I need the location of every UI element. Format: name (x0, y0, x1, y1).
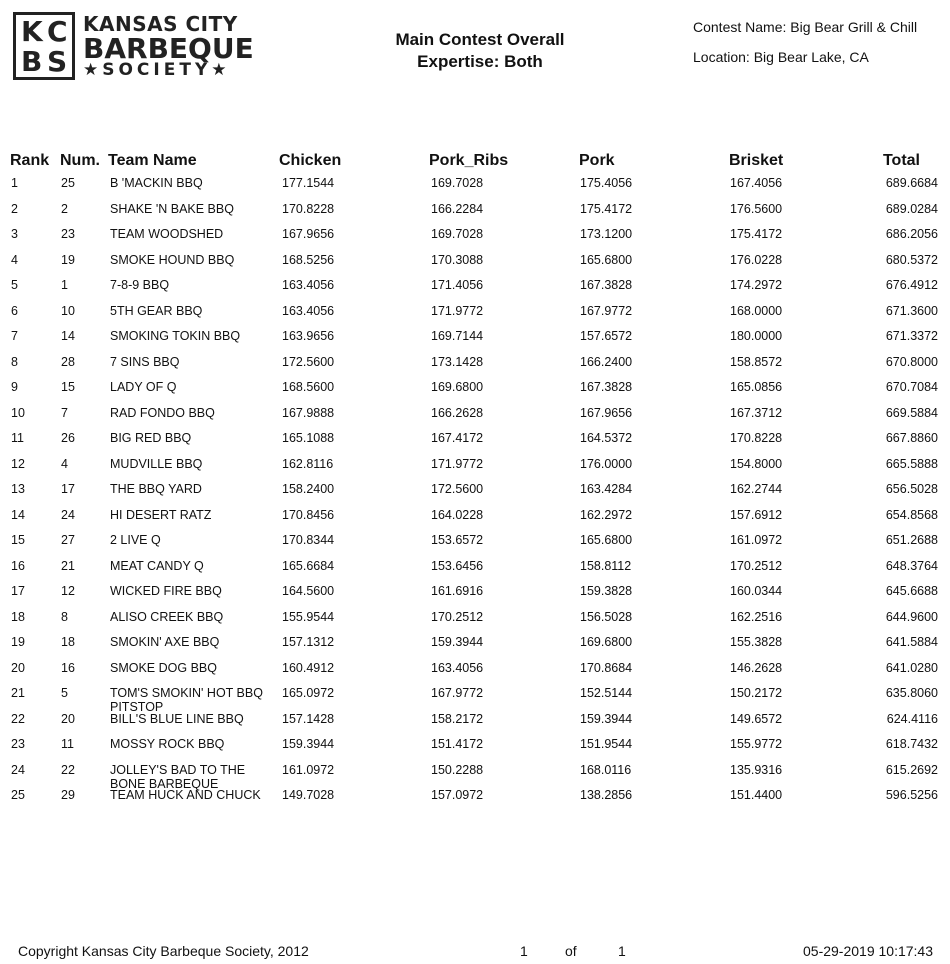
cell-team-name: TEAM HUCK AND CHUCK (110, 788, 261, 802)
cell-brisket: 154.8000 (730, 456, 783, 471)
cell-total: 665.5888 (885, 456, 938, 471)
cell-chicken: 163.9656 (282, 329, 335, 343)
cell-brisket: 162.2516 (730, 609, 783, 624)
cell-total: 676.4912 (885, 278, 938, 292)
cell-brisket: 161.0972 (730, 533, 783, 547)
cell-total: 671.3600 (885, 303, 938, 318)
cell-total: 615.2692 (885, 762, 938, 777)
cell-pork: 169.6800 (580, 635, 633, 649)
cell-chicken: 177.1544 (282, 176, 335, 190)
cell-pork-ribs: 167.4172 (431, 431, 484, 445)
cell-total: 635.8060 (885, 686, 938, 700)
cell-total: 671.3372 (885, 329, 938, 343)
cell-total: 656.5028 (885, 482, 938, 496)
cell-brisket: 162.2744 (730, 482, 783, 496)
table-row (0, 737, 950, 762)
cell-chicken: 163.4056 (282, 303, 335, 318)
cell-total: 644.9600 (885, 609, 938, 624)
table-row (0, 584, 950, 609)
cell-pork-ribs: 169.7028 (431, 227, 484, 241)
cell-chicken: 155.9544 (282, 609, 335, 624)
cell-pork-ribs: 163.4056 (431, 660, 484, 675)
cell-brisket: 146.2628 (730, 660, 783, 675)
cell-pork-ribs: 170.2512 (431, 609, 484, 624)
cell-team-name: 2 LIVE Q (110, 533, 161, 547)
cell-total: 651.2688 (885, 533, 938, 547)
table-row (0, 253, 950, 278)
cell-pork: 164.5372 (580, 431, 633, 445)
cell-num: 17 (61, 482, 75, 496)
cell-num: 29 (61, 788, 75, 802)
cell-num: 7 (61, 405, 68, 420)
contest-name: Contest Name: Big Bear Grill & Chill (693, 19, 918, 35)
cell-pork: 162.2972 (580, 507, 633, 522)
cell-chicken: 170.8456 (282, 507, 335, 522)
cell-pork: 166.2400 (580, 354, 633, 369)
logo-letter-k: K (21, 15, 43, 48)
cell-pork: 159.3944 (580, 711, 633, 726)
cell-rank: 6 (11, 303, 18, 318)
cell-num: 26 (61, 431, 75, 445)
cell-rank: 15 (11, 533, 25, 547)
cell-rank: 9 (11, 380, 18, 394)
cell-pork-ribs: 171.9772 (431, 456, 484, 471)
cell-rank: 2 (11, 201, 18, 216)
report-title (360, 29, 600, 73)
cell-brisket: 155.9772 (730, 737, 783, 751)
kcbs-logo-mark (13, 12, 75, 80)
table-row (0, 788, 950, 813)
logo-letter-c: C (47, 15, 68, 48)
cell-num: 19 (61, 252, 75, 267)
cell-brisket: 168.0000 (730, 303, 783, 318)
cell-num: 10 (61, 303, 75, 318)
table-row (0, 227, 950, 252)
cell-num: 5 (61, 686, 68, 700)
cell-pork: 165.6800 (580, 252, 633, 267)
cell-rank: 18 (11, 609, 25, 624)
cell-pork-ribs: 169.7144 (431, 329, 484, 343)
table-row (0, 712, 950, 737)
cell-chicken: 158.2400 (282, 482, 335, 496)
logo-line-kansas-city: KANSAS CITY (83, 12, 238, 36)
cell-rank: 21 (11, 686, 25, 700)
cell-team-name: 5TH GEAR BBQ (110, 303, 203, 318)
cell-team-name: SHAKE 'N BAKE BBQ (110, 201, 234, 216)
header-brisket: Brisket (729, 152, 784, 169)
cell-pork-ribs: 166.2628 (431, 405, 484, 420)
cell-brisket: 165.0856 (730, 380, 783, 394)
cell-brisket: 175.4172 (730, 227, 783, 241)
cell-brisket: 167.3712 (730, 405, 783, 420)
cell-team-name: BIG RED BBQ (110, 431, 192, 445)
cell-team-name: TOM'S SMOKIN' HOT BBQ PITSTOP (110, 686, 263, 714)
cell-num: 4 (61, 456, 68, 471)
cell-team-name: 7-8-9 BBQ (110, 278, 170, 292)
cell-total: 641.0280 (885, 660, 938, 675)
cell-num: 16 (61, 660, 75, 675)
cell-team-name: SMOKE DOG BBQ (110, 660, 217, 675)
cell-pork-ribs: 172.5600 (431, 482, 484, 496)
report-title-main: Main Contest Overall (395, 30, 565, 49)
cell-pork-ribs: 153.6456 (431, 558, 484, 573)
cell-pork-ribs: 158.2172 (431, 711, 484, 726)
cell-total: 624.4116 (886, 711, 938, 726)
cell-pork: 163.4284 (580, 482, 633, 496)
cell-team-name: JOLLEY'S BAD TO THE BONE BARBEQUE (110, 762, 246, 791)
cell-pork-ribs: 169.7028 (431, 176, 484, 190)
cell-pork: 167.9772 (580, 303, 633, 318)
cell-total: 618.7432 (885, 737, 938, 751)
logo-letter-s: S (47, 45, 68, 78)
cell-rank: 8 (11, 354, 18, 369)
cell-pork: 176.0000 (580, 456, 633, 471)
cell-pork-ribs: 150.2288 (431, 762, 484, 777)
table-row (0, 329, 950, 354)
cell-team-name: 7 SINS BBQ (110, 354, 180, 369)
table-row (0, 304, 950, 329)
cell-team-name: SMOKIN' AXE BBQ (110, 635, 220, 649)
cell-brisket: 135.9316 (730, 762, 783, 777)
table-row (0, 635, 950, 660)
table-row (0, 686, 950, 714)
cell-num: 12 (61, 584, 75, 598)
table-row (0, 482, 950, 507)
cell-total: 596.5256 (885, 788, 938, 802)
table-row (0, 610, 950, 635)
footer-timestamp: 05-29-2019 10:17:43 (803, 943, 933, 959)
cell-chicken: 160.4912 (282, 660, 335, 675)
cell-chicken: 172.5600 (282, 354, 335, 369)
cell-brisket: 151.4400 (730, 788, 783, 802)
table-row (0, 559, 950, 584)
cell-pork-ribs: 169.6800 (431, 380, 484, 394)
cell-rank: 16 (11, 558, 25, 573)
cell-rank: 22 (11, 711, 25, 726)
cell-pork: 138.2856 (580, 788, 633, 802)
cell-rank: 10 (11, 405, 25, 420)
cell-team-name: SMOKING TOKIN BBQ (110, 329, 241, 343)
footer-copyright: Copyright Kansas City Barbeque Society, 2012 (18, 943, 309, 959)
cell-team-name: BILL'S BLUE LINE BBQ (110, 711, 244, 726)
cell-pork: 168.0116 (580, 762, 632, 777)
cell-total: 670.8000 (885, 354, 938, 369)
kcbs-logo (13, 12, 275, 82)
cell-chicken: 162.8116 (282, 456, 334, 471)
cell-brisket: 170.2512 (730, 558, 783, 573)
footer-page-total: 1 (618, 943, 626, 959)
cell-rank: 24 (11, 762, 25, 777)
cell-rank: 5 (11, 278, 18, 292)
cell-brisket: 176.5600 (730, 201, 783, 216)
table-row (0, 355, 950, 380)
header-pork: Pork (579, 152, 615, 169)
table-row (0, 457, 950, 482)
cell-chicken: 165.6684 (282, 558, 335, 573)
cell-pork: 157.6572 (580, 329, 633, 343)
cell-brisket: 176.0228 (730, 252, 783, 267)
cell-rank: 7 (11, 329, 18, 343)
contest-info (693, 12, 917, 72)
table-row (0, 176, 950, 201)
cell-chicken: 165.1088 (282, 431, 335, 445)
cell-rank: 23 (11, 737, 25, 751)
cell-team-name: SMOKE HOUND BBQ (110, 252, 235, 267)
cell-brisket: 170.8228 (730, 431, 783, 445)
cell-num: 24 (61, 507, 75, 522)
cell-num: 22 (61, 762, 75, 777)
cell-total: 667.8860 (885, 431, 938, 445)
cell-pork-ribs: 151.4172 (431, 737, 484, 751)
cell-num: 27 (61, 533, 75, 547)
cell-brisket: 158.8572 (730, 354, 783, 369)
cell-pork: 170.8684 (580, 660, 633, 675)
cell-chicken: 161.0972 (282, 762, 335, 777)
cell-rank: 19 (11, 635, 25, 649)
cell-num: 2 (61, 201, 68, 216)
cell-num: 23 (61, 227, 75, 241)
cell-brisket: 180.0000 (730, 329, 783, 343)
footer-page-current: 1 (520, 943, 528, 959)
cell-rank: 13 (11, 482, 25, 496)
cell-chicken: 167.9656 (282, 227, 335, 241)
header-team-name: Team Name (108, 152, 197, 169)
cell-chicken: 168.5256 (282, 252, 335, 267)
logo-line-barbeque: BARBEQUE (83, 32, 254, 65)
table-row (0, 202, 950, 227)
table-row (0, 380, 950, 405)
cell-num: 15 (61, 380, 75, 394)
cell-team-name: MUDVILLE BBQ (110, 456, 203, 471)
logo-line-society: ★SOCIETY★ (83, 60, 231, 80)
table-row (0, 661, 950, 686)
cell-brisket: 174.2972 (730, 278, 783, 292)
cell-chicken: 157.1428 (282, 711, 335, 726)
cell-chicken: 164.5600 (282, 584, 335, 598)
cell-pork: 175.4172 (580, 201, 633, 216)
cell-num: 20 (61, 711, 75, 726)
cell-num: 1 (61, 278, 68, 292)
table-row (0, 431, 950, 456)
cell-pork: 167.3828 (580, 380, 633, 394)
cell-pork-ribs: 167.9772 (431, 686, 484, 700)
cell-rank: 1 (11, 176, 18, 190)
header-pork-ribs: Pork_Ribs (429, 152, 509, 169)
table-row (0, 508, 950, 533)
cell-team-name: MOSSY ROCK BBQ (110, 737, 225, 751)
cell-team-name: THE BBQ YARD (110, 482, 202, 496)
cell-total: 641.5884 (885, 635, 938, 649)
table-row (0, 278, 950, 303)
table-row (0, 533, 950, 558)
cell-pork-ribs: 153.6572 (431, 533, 484, 547)
cell-pork: 152.5144 (580, 686, 633, 700)
cell-pork: 159.3828 (580, 584, 633, 598)
header-chicken: Chicken (279, 152, 342, 169)
cell-pork: 165.6800 (580, 533, 633, 547)
cell-rank: 25 (11, 788, 25, 802)
cell-brisket: 149.6572 (730, 711, 783, 726)
cell-rank: 20 (11, 660, 25, 675)
contest-location: Location: Big Bear Lake, CA (693, 49, 869, 65)
report-title-expertise: Expertise: Both (417, 52, 543, 71)
cell-pork-ribs: 157.0972 (431, 788, 484, 802)
cell-pork: 173.1200 (580, 227, 633, 241)
cell-team-name: MEAT CANDY Q (110, 558, 204, 573)
cell-rank: 14 (11, 507, 25, 522)
cell-num: 18 (61, 635, 75, 649)
cell-num: 8 (61, 609, 68, 624)
cell-total: 648.3764 (885, 558, 938, 573)
cell-team-name: HI DESERT RATZ (110, 507, 212, 522)
cell-rank: 12 (11, 456, 25, 471)
footer-page-of: of (565, 943, 577, 959)
cell-team-name: B 'MACKIN BBQ (110, 176, 203, 190)
cell-total: 680.5372 (885, 252, 938, 267)
cell-team-name: WICKED FIRE BBQ (110, 584, 222, 598)
cell-pork-ribs: 171.9772 (431, 303, 484, 318)
header-total: Total (882, 152, 920, 169)
cell-num: 25 (61, 176, 75, 190)
cell-team-name: LADY OF Q (110, 380, 177, 394)
cell-rank: 11 (11, 431, 24, 445)
cell-pork: 167.9656 (580, 405, 633, 420)
cell-brisket: 157.6912 (730, 507, 783, 522)
cell-num: 11 (61, 737, 74, 751)
cell-brisket: 150.2172 (730, 686, 783, 700)
cell-chicken: 170.8344 (282, 533, 335, 547)
cell-total: 689.0284 (885, 201, 938, 216)
cell-num: 14 (61, 329, 75, 343)
cell-rank: 17 (11, 584, 25, 598)
cell-total: 645.6688 (885, 584, 938, 598)
cell-total: 669.5884 (885, 405, 938, 420)
header-rank: Rank (10, 152, 50, 169)
cell-pork-ribs: 166.2284 (431, 201, 484, 216)
cell-brisket: 167.4056 (730, 176, 783, 190)
cell-num: 21 (61, 558, 75, 573)
cell-pork-ribs: 173.1428 (431, 354, 484, 369)
cell-chicken: 149.7028 (282, 788, 335, 802)
table-row (0, 762, 950, 791)
cell-chicken: 165.0972 (282, 686, 335, 700)
header-num: Num. (60, 152, 100, 169)
cell-pork: 167.3828 (580, 278, 633, 292)
cell-team-name: ALISO CREEK BBQ (110, 609, 224, 624)
cell-pork-ribs: 170.3088 (431, 252, 484, 267)
cell-total: 654.8568 (885, 507, 938, 522)
cell-total: 686.2056 (885, 227, 938, 241)
logo-letter-b: B (21, 45, 43, 78)
cell-pork: 158.8112 (580, 558, 632, 573)
cell-pork: 151.9544 (580, 737, 633, 751)
cell-brisket: 160.0344 (730, 584, 783, 598)
cell-chicken: 159.3944 (282, 737, 335, 751)
cell-chicken: 163.4056 (282, 278, 335, 292)
cell-total: 670.7084 (885, 380, 938, 394)
cell-rank: 4 (11, 252, 18, 267)
cell-rank: 3 (11, 227, 18, 241)
cell-pork-ribs: 171.4056 (431, 278, 484, 292)
cell-team-name: RAD FONDO BBQ (110, 405, 215, 420)
cell-num: 28 (61, 354, 75, 369)
cell-team-name: TEAM WOODSHED (110, 227, 224, 241)
cell-pork-ribs: 161.6916 (431, 584, 484, 598)
cell-pork-ribs: 159.3944 (431, 635, 484, 649)
cell-pork: 156.5028 (580, 609, 633, 624)
cell-chicken: 170.8228 (282, 201, 335, 216)
cell-brisket: 155.3828 (730, 635, 783, 649)
cell-pork: 175.4056 (580, 176, 633, 190)
cell-chicken: 167.9888 (282, 405, 335, 420)
cell-chicken: 168.5600 (282, 380, 335, 394)
cell-chicken: 157.1312 (282, 635, 335, 649)
cell-pork-ribs: 164.0228 (431, 507, 484, 522)
table-row (0, 406, 950, 431)
cell-total: 689.6684 (885, 176, 938, 190)
